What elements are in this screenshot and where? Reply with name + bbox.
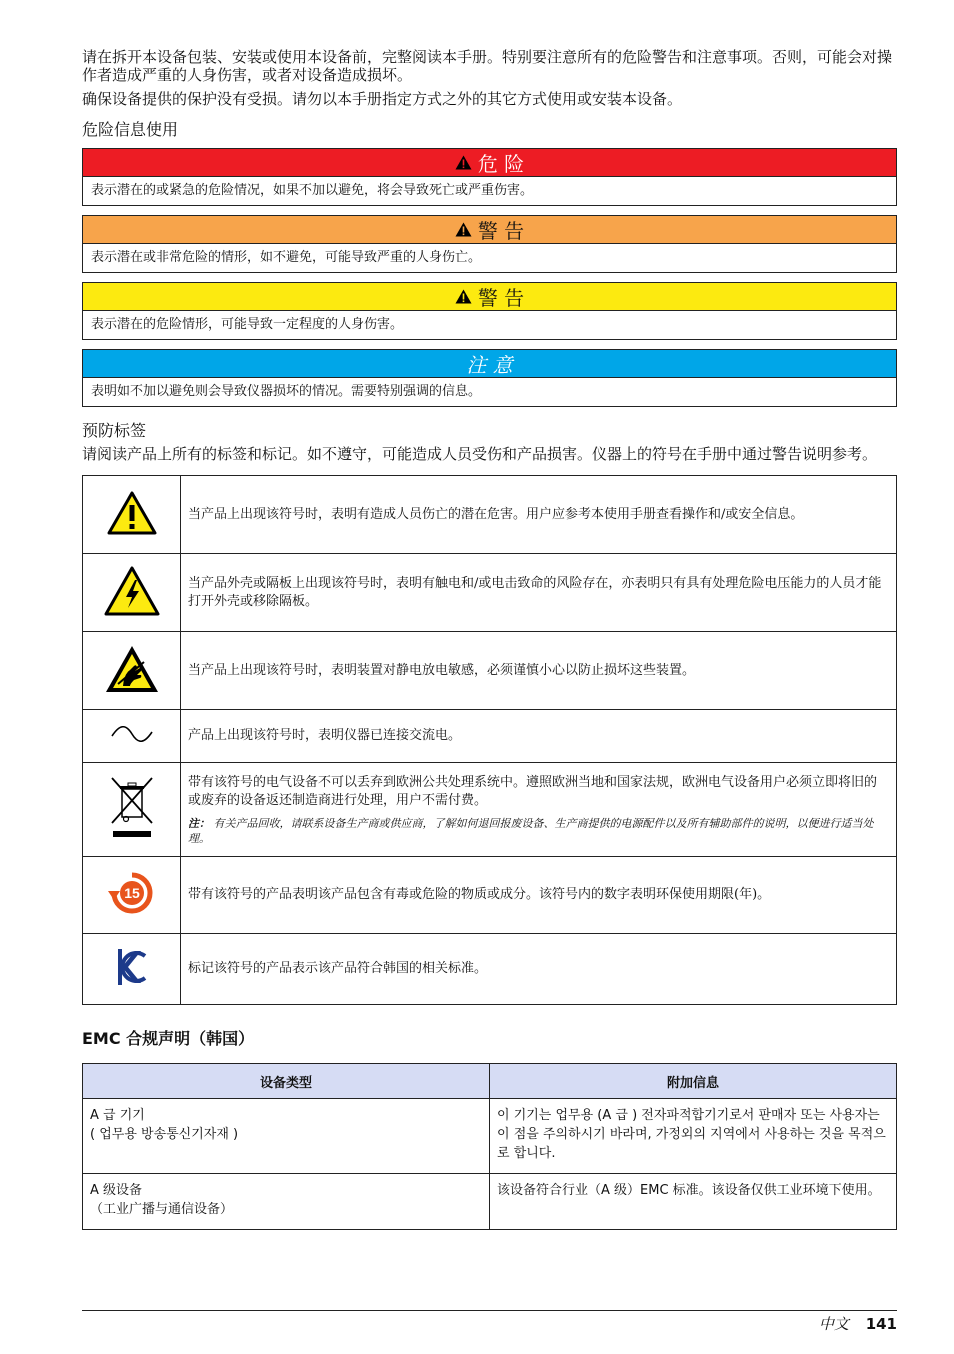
symbol-description: 当产品外壳或隔板上出现该符号时，表明有触电和/或电击致命的风险存在，亦表明只有具有处理危险电压能力的人员才能打开外壳或移除隔板。	[181, 554, 897, 632]
hazard-triangle-icon	[455, 222, 472, 237]
labels-section-title: 预防标签	[82, 421, 147, 440]
danger-label: 危 险	[477, 152, 525, 176]
kc-mark-icon	[115, 973, 149, 992]
weee-bin-icon	[107, 826, 157, 845]
note-label: 注：	[188, 816, 210, 830]
notice-box	[82, 349, 897, 407]
table-row	[83, 763, 897, 857]
table-row	[83, 632, 897, 710]
page-content	[82, 48, 897, 1230]
equipment-type: A 级设备	[90, 1183, 143, 1198]
table-row	[83, 857, 897, 934]
notice-label: 注 意	[466, 353, 513, 377]
equipment-type: A 급 기기	[90, 1108, 145, 1123]
intro-paragraph-2: 确保设备提供的保护没有受损。请勿以本手册指定方式之外的其它方式使用或安装本设备。	[82, 90, 683, 108]
symbol-table	[82, 475, 897, 1005]
caution-label: 警 告	[477, 286, 525, 310]
column-header: 设备类型	[83, 1064, 490, 1099]
emc-table	[82, 1063, 897, 1230]
table-row	[83, 710, 897, 763]
caution-text: 表示潜在的危险情形，可能导致一定程度的人身伤害。	[91, 317, 404, 332]
symbol-description: 当产品上出现该符号时，表明有造成人员伤亡的潜在危害。用户应参考本使用手册查看操作和/或安全信息。	[181, 476, 897, 554]
hazard-triangle-icon	[455, 155, 472, 170]
table-row	[83, 934, 897, 1005]
table-row	[83, 476, 897, 554]
symbol-description: 标记该符号的产品表示该产品符合韩国的相关标准。	[181, 934, 897, 1005]
table-row	[83, 1099, 897, 1174]
labels-intro: 请阅读产品上所有的标签和标记。如不遵守，可能造成人员受伤和产品损害。仪器上的符号在手册中通过警告说明参考。	[82, 445, 878, 463]
equipment-type-detail: （工业广播与通信设备）	[90, 1202, 234, 1217]
symbol-description: 带有该符号的产品表明该产品包含有毒或危险的物质或成分。该符号内的数字表明环保使用期限(年)。	[181, 857, 897, 934]
symbol-description: 带有该符号的电气设备不可以丢弃到欧洲公共处理系统中。遵照欧洲当地和国家法规，欧洲电气设备用户必须立即将旧的或废弃的设备返还制造商进行处理，用户不需付费。	[188, 774, 878, 808]
footer-language: 中文	[818, 1315, 849, 1333]
additional-info: 이 기기는 업무용 (A 급 ) 전자파적합기기로서 판매자 또는 사용자는 이 점을 주의하시기 바라며, 가정외의 지역에서 사용하는 것을 목적으로 합니다.	[490, 1099, 897, 1174]
danger-box	[82, 148, 897, 206]
column-header: 附加信息	[490, 1064, 897, 1099]
table-row	[83, 1174, 897, 1230]
caution-box	[82, 282, 897, 340]
table-row	[83, 554, 897, 632]
warning-triangle-icon	[107, 520, 157, 539]
notice-text: 表明如不加以避免则会导致仪器损坏的情况。需要特别强调的信息。	[91, 384, 482, 399]
warning-text: 表示潜在或非常危险的情形，如不避免，可能导致严重的人身伤亡。	[91, 250, 482, 265]
page-footer	[82, 1310, 897, 1333]
intro-paragraph: 请在拆开本设备包装、安装或使用本设备前，完整阅读本手册。特别要注意所有的危险警告和注意事项。否则，可能会对操作者造成严重的人身伤害，或者对设备造成损坏。	[82, 48, 893, 84]
emc-section-title: EMC 合规声明（韩国）	[82, 1029, 255, 1048]
page-number: 141	[865, 1315, 897, 1333]
danger-text: 表示潜在的或紧急的危险情况，如果不加以避免，将会导致死亡或严重伤害。	[91, 183, 534, 198]
rohs-number: 15	[123, 885, 140, 901]
note-text: 有关产品回收，请联系设备生产商或供应商，了解如何退回报废设备、生产商提供的电源配件以及所有辅助部件的说明，以便进行适当处理。	[188, 816, 874, 845]
china-rohs-15-icon	[108, 885, 156, 919]
ac-current-icon	[110, 727, 154, 746]
hazard-section-title: 危险信息使用	[82, 120, 179, 139]
symbol-description: 产品上出现该符号时，表明仪器已连接交流电。	[181, 710, 897, 763]
warning-label: 警 告	[477, 219, 525, 243]
additional-info: 该设备符合行业（A 级）EMC 标准。该设备仅供工业环境下使用。	[490, 1174, 897, 1230]
warning-box	[82, 215, 897, 273]
hazard-triangle-icon	[455, 289, 472, 304]
symbol-description: 当产品上出现该符号时，表明装置对静电放电敏感，必须谨慎小心以防止损坏这些装置。	[181, 632, 897, 710]
esd-icon	[104, 679, 160, 698]
equipment-type-detail: ( 업무용 방송통신기자재 )	[90, 1127, 239, 1142]
electric-shock-icon	[104, 601, 160, 620]
